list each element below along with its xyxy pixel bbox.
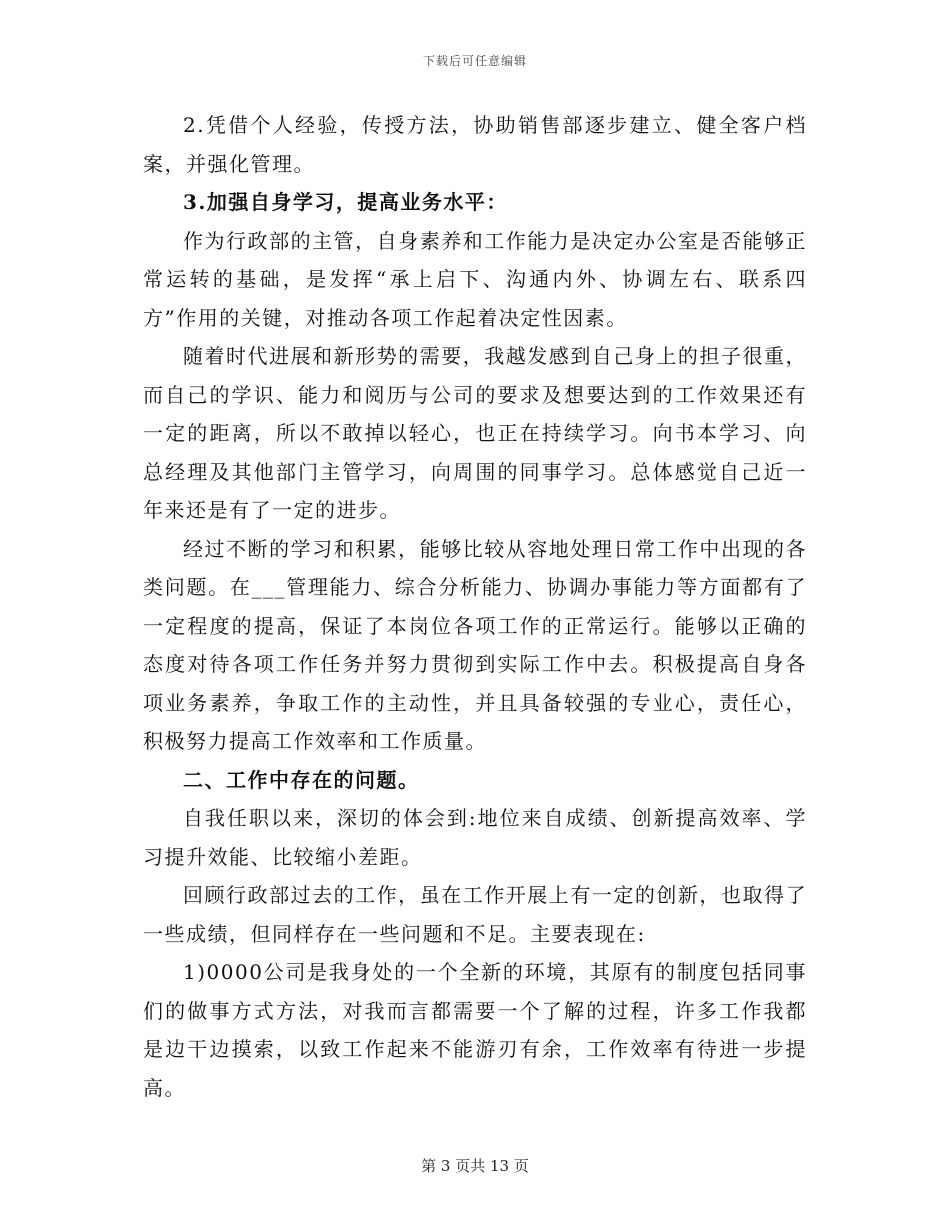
paragraph-experience: 自我任职以来，深切的体会到:地位来自成绩、创新提高效率、学习提升效能、比较缩小差距。 xyxy=(143,806,807,869)
paragraph-review: 回顾行政部过去的工作，虽在工作开展上有一定的创新，也取得了一些成绩，但同样存在一些问题和不足。主要表现在: xyxy=(143,883,807,946)
paragraph-customer-archives: 2.凭借个人经验，传授方法，协助销售部逐步建立、健全客户档案，并强化管理。 xyxy=(143,113,807,176)
paragraph-new-environment: 1)0000公司是我身处的一个全新的环境，其原有的制度包括同事们的做事方式方法，对我而言都需要一个了解的过程，许多工作我都是边干边摸索，以致工作起来不能游刃有余，工作效率有待进一步提高。 xyxy=(143,960,807,1100)
section-heading-self-study: 3.加强自身学习，提高业务水平： xyxy=(183,190,508,214)
paragraph-continuous-learning: 随着时代进展和新形势的需要，我越发感到自己身上的担子很重，而自己的学识、能力和阅历与公司的要求及想要达到的工作效果还有一定的距离，所以不敢掉以轻心，也正在持续学习。向书本学习、向总经理及其他部门主管学习，向周围的同事学习。总体感觉自己近一年来还是有了一定的进步。 xyxy=(143,344,807,522)
page-header: 下载后可任意编辑 xyxy=(422,54,527,68)
paragraph-improvement: 经过不断的学习和积累，能够比较从容地处理日常工作中出现的各类问题。在___管理能力、综合分析能力、协调办事能力等方面都有了一定程度的提高，保证了本岗位各项工作的正常运行。能够以正确的态度对待各项工作任务并努力贯彻到实际工作中去。积极提高自身各项业务素养，争取工作的主动性，并且具备较强的专业心，责任心，积极努力提高工作效率和工作质量。 xyxy=(143,536,807,753)
section-heading-problems: 二、工作中存在的问题。 xyxy=(183,767,420,792)
paragraph-supervisor-role: 作为行政部的主管，自身素养和工作能力是决定办公室是否能够正常运转的基础，是发挥“承上启下、沟通内外、协调左右、联系四方”作用的关键，对推动各项工作起着决定性因素。 xyxy=(143,228,807,330)
document-body xyxy=(143,106,807,1107)
page-footer: 第 3 页共 13 页 xyxy=(421,1157,529,1175)
